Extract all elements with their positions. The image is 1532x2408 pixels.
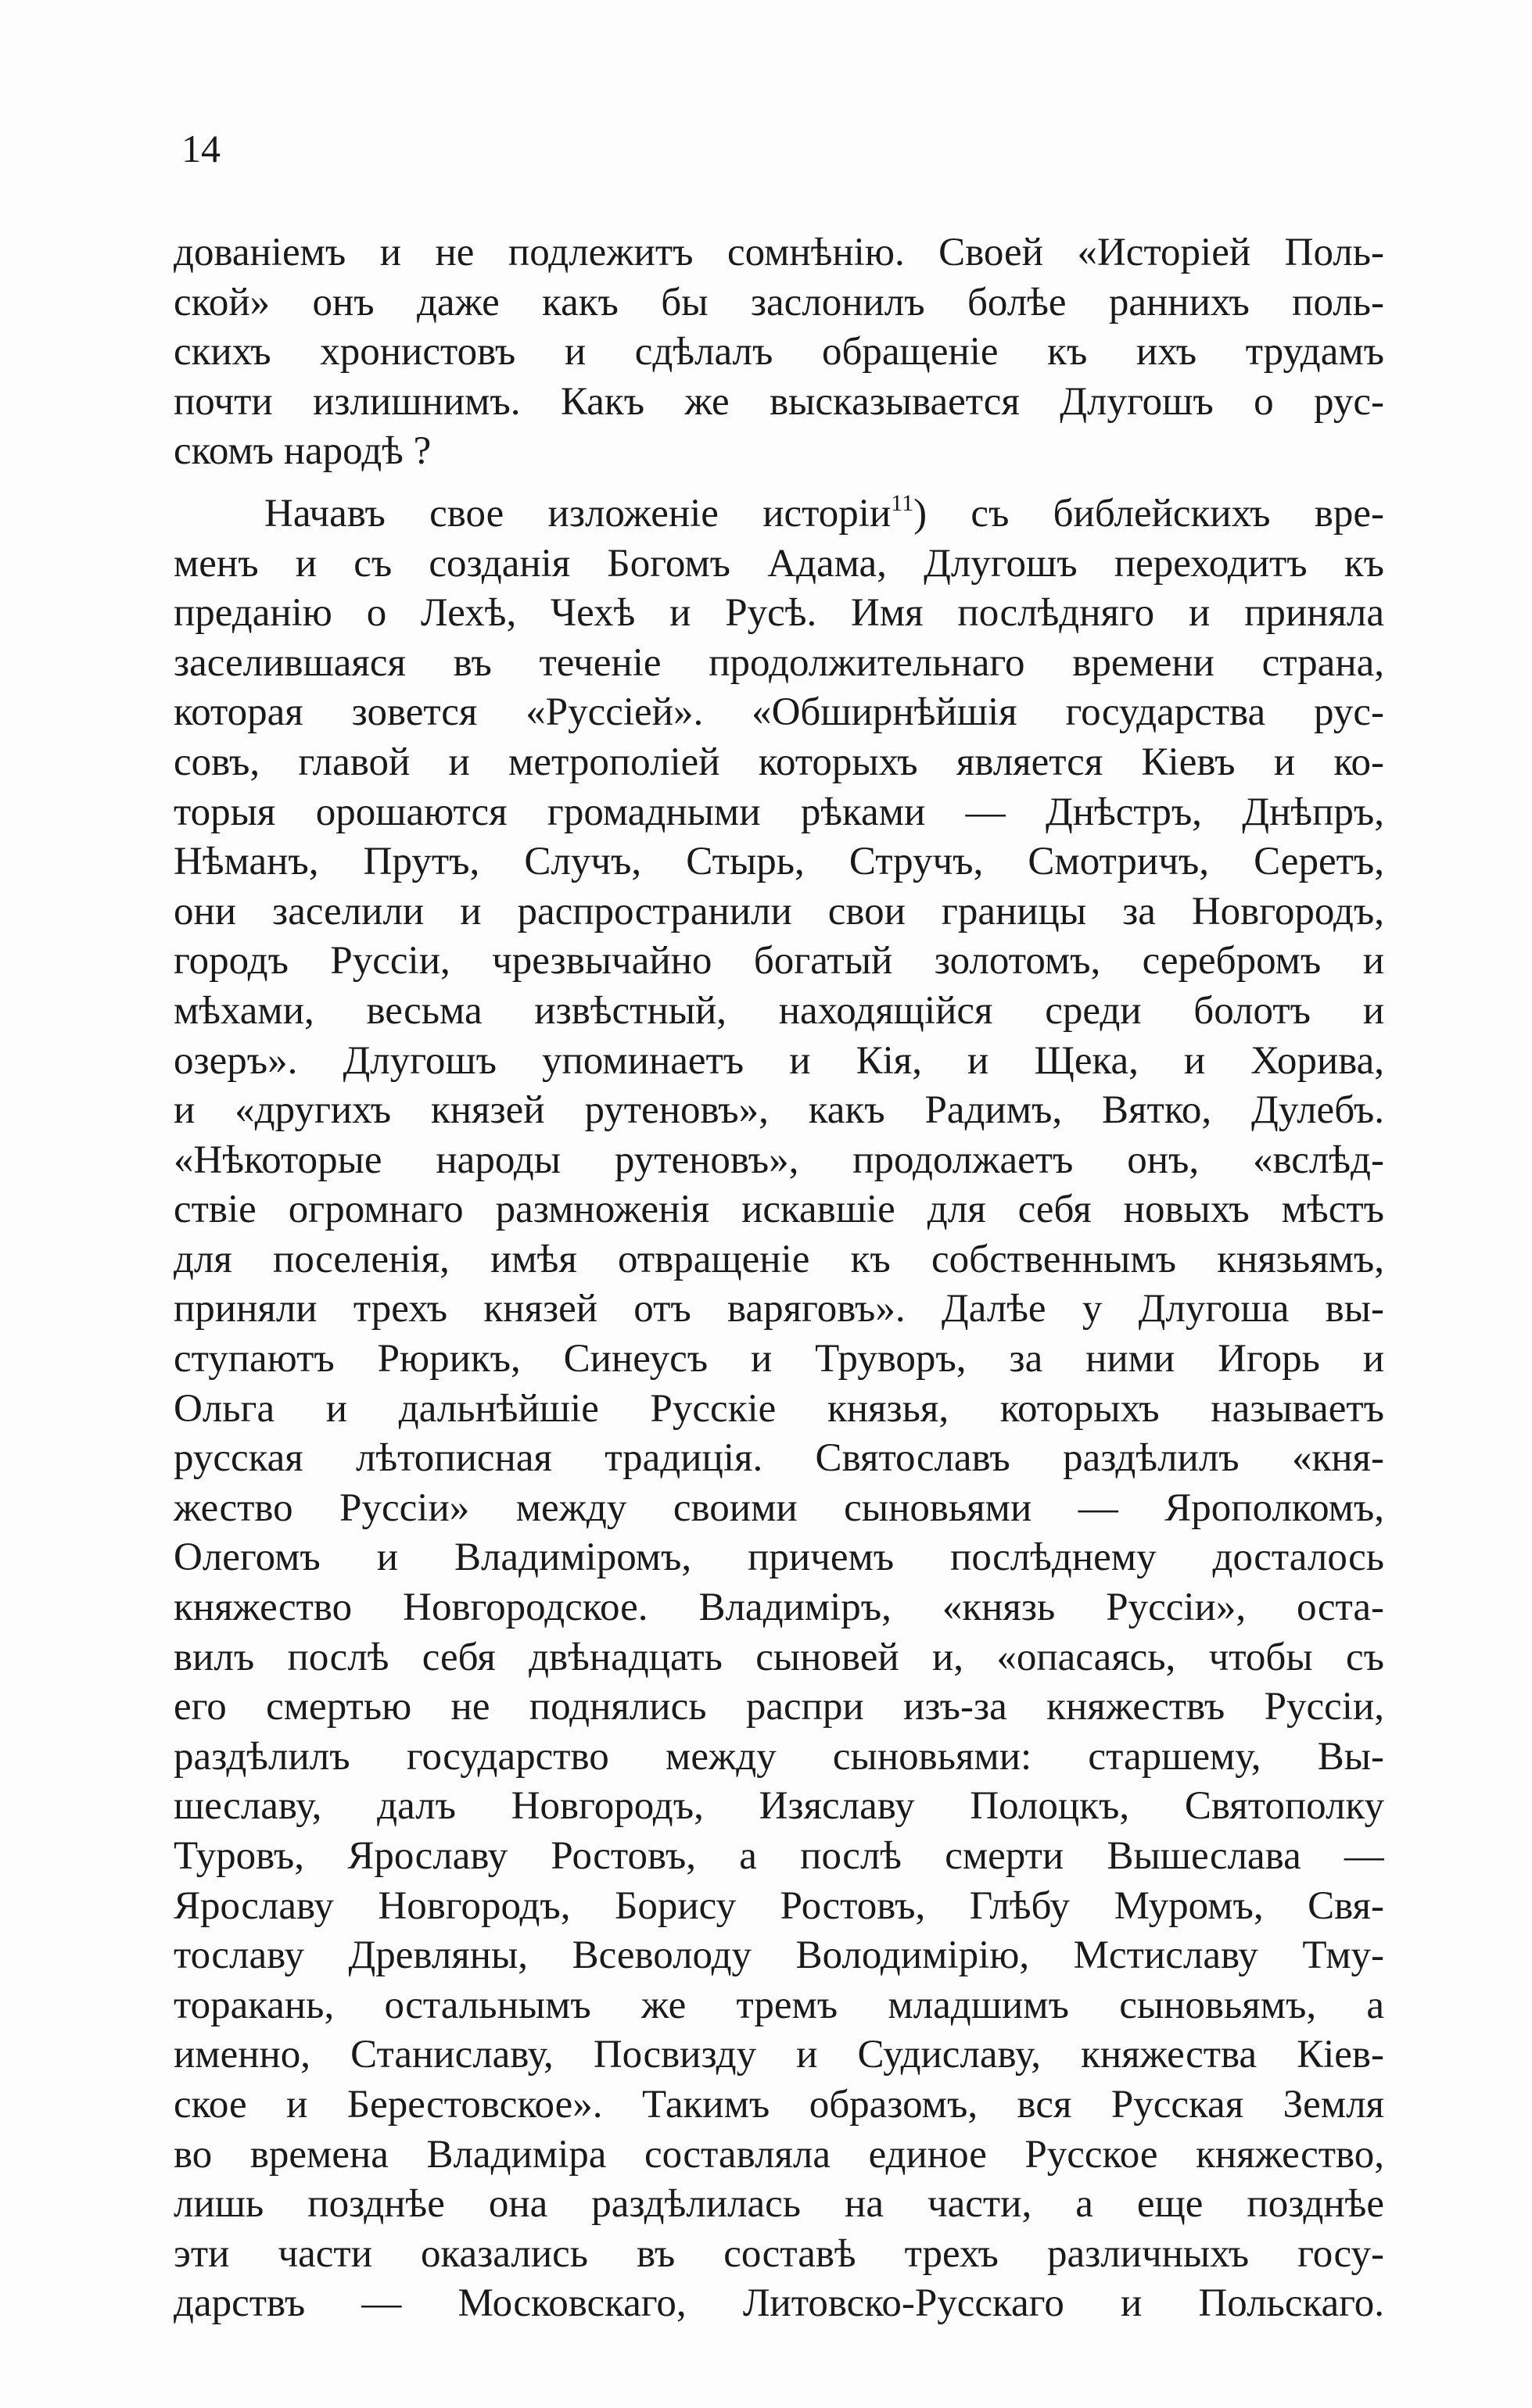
text-line: мѣхами, весьма извѣстный, находящійся среди болотъ и — [174, 988, 1384, 1033]
text-line: вилъ послѣ себя двѣнадцать сыновей и, «опасаясь, чтобы съ — [174, 1635, 1384, 1679]
text-line: скихъ хронистовъ и сдѣлалъ обращеніе къ ихъ трудамъ — [174, 330, 1384, 374]
text-line: Туровъ, Ярославу Ростовъ, а послѣ смерти Вышеслава — — [174, 1834, 1384, 1878]
text-line: именно, Станиславу, Посвизду и Судиславу, княжества Кіев- — [174, 2033, 1384, 2077]
text-line: и «другихъ князей рутеновъ», какъ Радимъ, Вятко, Дулебъ. — [174, 1088, 1384, 1133]
text-line: для поселенія, имѣя отвращеніе къ собственнымъ князьямъ, — [174, 1237, 1384, 1281]
paragraph — [174, 489, 1384, 2329]
text-line — [174, 489, 1384, 539]
text-line: они заселили и распространили свои границы за Новгородъ, — [174, 889, 1384, 933]
text-line: эти части оказались въ составѣ трехъ различныхъ госу- — [174, 2231, 1384, 2276]
text-line: Нѣманъ, Прутъ, Случъ, Стырь, Стручъ, Смотричъ, Серетъ, — [174, 840, 1384, 884]
text-line: русская лѣтописная традиція. Святославъ раздѣлилъ «кня- — [174, 1436, 1384, 1481]
text-line: заселившаяся въ теченіе продолжительнаго времени страна, — [174, 640, 1384, 685]
text-line: озеръ». Длугошъ упоминаетъ и Кія, и Щека, и Хорива, — [174, 1038, 1384, 1083]
text-line: лишь позднѣе она раздѣлилась на части, а еще позднѣе — [174, 2182, 1384, 2227]
text-line: раздѣлилъ государство между сыновьями: старшему, Вы- — [174, 1734, 1384, 1779]
text-line: ской» онъ даже какъ бы заслонилъ болѣе раннихъ поль- — [174, 280, 1384, 324]
text-line: преданію о Лехѣ, Чехѣ и Русѣ. Имя послѣдняго и приняла — [174, 591, 1384, 636]
text-line: почти излишнимъ. Какъ же высказывается Длугошъ о рус- — [174, 379, 1384, 424]
footnote-reference: 11 — [891, 489, 914, 516]
text-line: менъ и съ созданія Богомъ Адама, Длугошъ переходитъ къ — [174, 541, 1384, 586]
text-line: шеславу, далъ Новгородъ, Изяславу Полоцкъ, Святополку — [174, 1784, 1384, 1829]
text-line: торакань, остальнымъ же тремъ младшимъ сыновьямъ, а — [174, 1983, 1384, 2027]
text-line: городъ Руссіи, чрезвычайно богатый золотомъ, серебромъ и — [174, 939, 1384, 984]
text-line: его смертью не поднялись распри изъ-за княжествъ Руссіи, — [174, 1685, 1384, 1729]
text-run: ) съ библейскихъ вре- — [913, 491, 1384, 536]
text-line: Олегомъ и Владиміромъ, причемъ послѣднему досталось — [174, 1535, 1384, 1580]
paragraph — [174, 228, 1384, 477]
text-line: во времена Владиміра составляла единое Русское княжество, — [174, 2132, 1384, 2177]
text-line: тославу Древляны, Всеволоду Володимірію, Мстиславу Тму- — [174, 1933, 1384, 1978]
text-line: дарствъ — Московскаго, Литовско-Русскаго и Польскаго. — [174, 2281, 1384, 2326]
text-line: ское и Берестовское». Такимъ образомъ, вся Русская Земля — [174, 2082, 1384, 2127]
text-line: которая зовется «Руссіей». «Обширнѣйшія государства рус- — [174, 690, 1384, 735]
text-line: ступаютъ Рюрикъ, Синеусъ и Труворъ, за ними Игорь и — [174, 1337, 1384, 1381]
text-line: «Нѣкоторые народы рутеновъ», продолжаетъ онъ, «вслѣд- — [174, 1138, 1384, 1182]
text-line: Ярославу Новгородъ, Борису Ростовъ, Глѣбу Муромъ, Свя- — [174, 1883, 1384, 1928]
text-line: Ольга и дальнѣйшіе Русскіе князья, которыхъ называетъ — [174, 1386, 1384, 1431]
body-text — [174, 228, 1384, 2329]
text-line: скомъ народѣ ? — [174, 429, 432, 474]
text-line: приняли трехъ князей отъ варяговъ». Далѣе у Длугоша вы- — [174, 1287, 1384, 1331]
text-line: дованіемъ и не подлежитъ сомнѣнію. Своей «Исторіей Поль- — [174, 231, 1384, 274]
text-run: Начавъ свое изложеніе исторіи — [264, 491, 892, 536]
page-number: 14 — [181, 127, 221, 170]
text-line: жество Руссіи» между своими сыновьями — Ярополкомъ, — [174, 1485, 1384, 1530]
text-line: совъ, главой и метрополіей которыхъ является Кіевъ и ко- — [174, 740, 1384, 784]
text-line: ствіе огромнаго размноженія искавшіе для себя новыхъ мѣстъ — [174, 1188, 1384, 1232]
text-line: торыя орошаются громадными рѣками — Днѣстръ, Днѣпръ, — [174, 790, 1384, 834]
text-line: княжество Новгородское. Владиміръ, «князь Руссіи», оста- — [174, 1586, 1384, 1630]
